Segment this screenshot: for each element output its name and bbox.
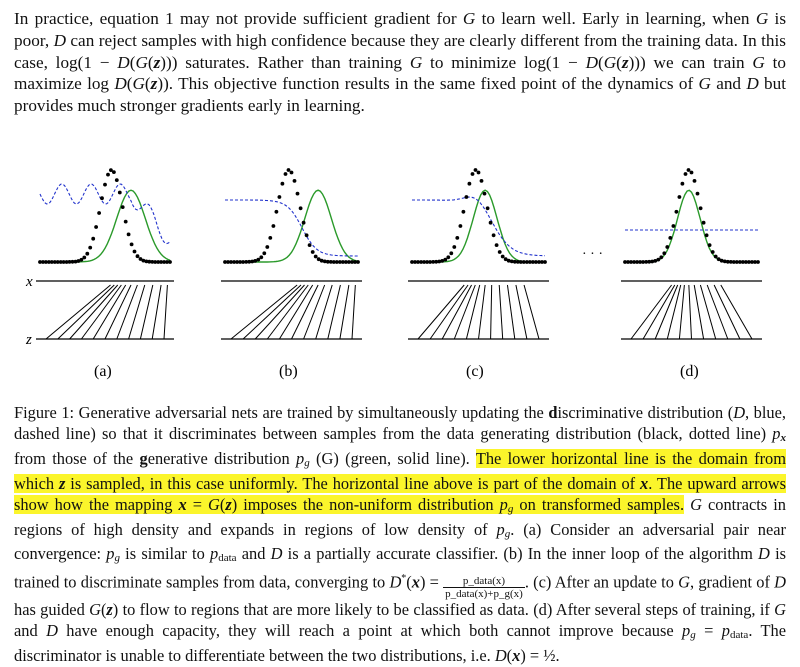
mapping-arrow	[152, 285, 161, 339]
data-point	[287, 168, 291, 172]
data-point	[543, 260, 547, 264]
panel-label-c: (c)	[466, 363, 484, 380]
data-point	[293, 179, 297, 183]
discriminator-curve	[225, 200, 358, 256]
data-point	[94, 225, 98, 229]
panel-label-b: (b)	[279, 363, 298, 380]
data-point	[696, 192, 700, 196]
data-point	[489, 221, 493, 225]
mapping-arrow	[479, 285, 486, 339]
data-point	[262, 251, 266, 255]
mapping-arrow	[58, 285, 114, 339]
data-point	[756, 260, 760, 264]
data-point	[477, 171, 481, 175]
data-point	[480, 179, 484, 183]
data-point	[449, 251, 453, 255]
gan-figure	[0, 150, 800, 390]
data-point	[455, 236, 459, 240]
data-point	[272, 224, 276, 228]
data-point	[465, 195, 469, 199]
mapping-arrow	[689, 285, 692, 339]
mapping-arrow	[243, 285, 301, 339]
data-point	[714, 255, 718, 259]
data-point	[91, 237, 95, 241]
panel-label-d: (d)	[680, 363, 699, 380]
mapping-arrow	[524, 285, 539, 339]
data-point	[268, 236, 272, 240]
data-point	[468, 182, 472, 186]
data-point	[168, 260, 172, 264]
data-point	[275, 210, 279, 214]
mapping-arrow	[340, 285, 349, 339]
data-point	[462, 210, 466, 214]
data-point	[278, 195, 282, 199]
data-point	[495, 243, 499, 247]
data-point	[656, 258, 660, 262]
data-point	[687, 168, 691, 172]
mapping-arrow	[491, 285, 492, 339]
data-point	[501, 255, 505, 259]
mapping-arrow	[430, 285, 468, 339]
mapping-arrow	[516, 285, 527, 339]
data-point	[97, 211, 101, 215]
mapping-arrow	[164, 285, 167, 339]
panel-label-a: (a)	[94, 363, 112, 380]
data-point	[483, 192, 487, 196]
data-point	[675, 210, 679, 214]
mapping-arrow	[631, 285, 672, 339]
data-point	[452, 245, 456, 249]
data-point	[662, 251, 666, 255]
data-point	[308, 243, 312, 247]
mapping-arrow	[352, 285, 355, 339]
data-point	[133, 250, 137, 254]
data-point	[690, 171, 694, 175]
data-point	[299, 206, 303, 210]
data-point	[314, 255, 318, 259]
mapping-arrow	[466, 285, 479, 339]
data-point	[693, 179, 697, 183]
data-point	[474, 168, 478, 172]
mapping-arrow	[255, 285, 304, 339]
data-point	[672, 224, 676, 228]
data-point	[284, 172, 288, 176]
data-point	[127, 233, 131, 237]
data-point	[103, 183, 107, 187]
z-axis-label: z	[26, 332, 32, 348]
generator-curve	[625, 190, 758, 262]
data-point	[121, 205, 125, 209]
data-point	[259, 255, 263, 259]
body-paragraph: In practice, equation 1 may not provide sufficient gradient for G to learn well. Early in learning, when G is poor, D can reject samples with high confidence because they are clearly different from the training data. In this case, log(1 − D(G(z))) saturates. Rather than training G to minimize log(1 − D(G(z))) we can train G to maximize log D(G(z)). This objective function results in the same fixed point of the dynamics of G and D but provides much stronger gradients early in learning.	[14, 9, 787, 116]
data-point	[100, 196, 104, 200]
data-point	[459, 224, 463, 228]
generator-curve	[225, 190, 358, 262]
data-point	[659, 255, 663, 259]
data-point	[290, 171, 294, 175]
mapping-arrow	[499, 285, 502, 339]
mapping-arrow	[679, 285, 684, 339]
discriminator-curve	[412, 197, 545, 256]
figure-caption: Figure 1: Generative adversarial nets are trained by simultaneously updating the discriminative distribution (D, blue, dashed line) so that it discriminates between samples from the data generating distribution (black, dotted line) px from those of the generative distribution pg (G) (green, solid line). The lower horizontal line is the domain from which z is sampled, in this case uniformly. The horizontal line above is part of the domain of x. The upward arrows show how the mapping x = G(z) imposes the non-uniform distribution pg on transformed samples. G contracts in regions of high density and expands in regions of low density of pg. (a) Consider an adversarial pair near convergence: pg is similar to pdata and D is a partially accurate classifier. (b) In the inner loop of the algorithm D is trained to discriminate samples from data, converging to D*(x) = $\frac{\text{p\_data(x)}}{\text{p\_data(x)+p\_g(x)}}$ . (c) After an update to G, gradient of D has guided G(z) to flow to regions that are more likely to be classified as data. (d) After several steps of training, if G and D have enough capacity, they will reach a point at which both cannot improve because pg = pdata. The discriminator is unable to differentiate between the two distributions, i.e. D(x) = ½.	[14, 403, 787, 665]
data-point	[446, 255, 450, 259]
data-point	[82, 256, 86, 260]
x-axis-label: x	[26, 274, 33, 290]
data-point	[265, 245, 269, 249]
data-point	[471, 172, 475, 176]
data-point	[106, 173, 110, 177]
fraction: $\frac{\text{p\_data(x)}}{\text{p\_data(x)+p\_g(x)}}$	[445, 574, 523, 600]
data-point	[305, 233, 309, 237]
data-point	[256, 258, 260, 262]
data-point	[684, 172, 688, 176]
data-point	[486, 206, 490, 210]
data-point	[708, 243, 712, 247]
data-point	[702, 221, 706, 225]
data-point	[699, 206, 703, 210]
data-point	[665, 245, 669, 249]
data-point	[281, 182, 285, 186]
mapping-arrow	[700, 285, 715, 339]
data-point	[296, 192, 300, 196]
data-point	[118, 191, 122, 195]
data-point	[492, 233, 496, 237]
data-point	[136, 254, 140, 258]
generator-curve	[40, 190, 170, 262]
mapping-arrow	[70, 285, 118, 339]
highlighted-text: The lower horizontal line is the domain from which z is sampled, in this case uniformly. The horizontal line above is part of the domain of x. The upward arrows show how the mapping x = G(z) imposes the non-uniform distribution pg on transformed samples.	[14, 448, 786, 515]
data-point	[85, 252, 89, 256]
data-point	[311, 250, 315, 254]
data-point	[711, 250, 715, 254]
data-point	[302, 221, 306, 225]
data-point	[356, 260, 360, 264]
data-point	[124, 220, 128, 224]
data-point	[498, 250, 502, 254]
data-point	[115, 178, 119, 182]
data-point	[668, 236, 672, 240]
data-point	[681, 182, 685, 186]
data-point	[130, 243, 134, 247]
ellipsis: · · ·	[582, 247, 603, 262]
data-point	[705, 233, 709, 237]
data-point	[112, 170, 116, 174]
mapping-arrow	[507, 285, 514, 339]
data-point	[678, 195, 682, 199]
data-point	[88, 246, 92, 250]
data-point	[443, 258, 447, 262]
